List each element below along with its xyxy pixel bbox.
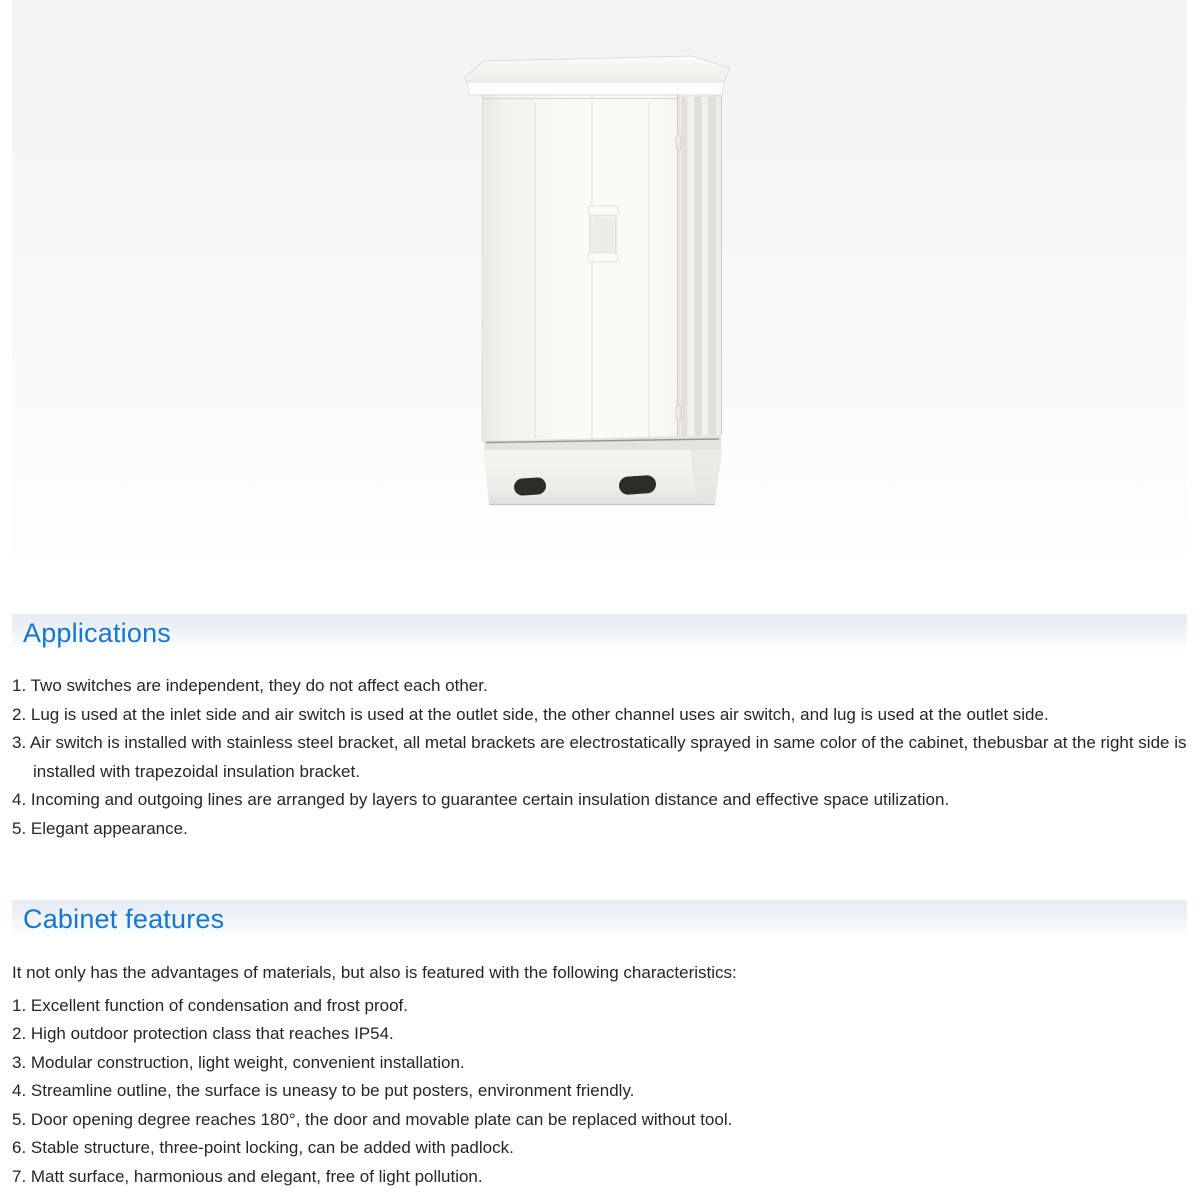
cabinet-features-item-7: 7. Matt surface, harmonious and elegant, free of light pollution. xyxy=(12,1166,483,1186)
applications-item-1: 1. Two switches are independent, they do not affect each other. xyxy=(12,676,488,695)
section-header-cabinet-features xyxy=(12,900,1187,938)
cabinet-features-title: Cabinet features xyxy=(23,904,225,934)
product-image-cabinet xyxy=(452,48,764,516)
applications-item-2: 2. Lug is used at the inlet side and air switch is used at the outlet side, the other channel uses air switch, and lug is used at the outlet side. xyxy=(12,704,1049,724)
cabinet-handle xyxy=(588,206,618,262)
cabinet-features-list xyxy=(12,959,1195,1191)
cabinet-features-item-2: 2. High outdoor protection class that reaches IP54. xyxy=(12,1024,394,1043)
cabinet-base xyxy=(483,435,722,505)
applications-item-3: 3. Air switch is installed with stainless steel bracket, all metal brackets are electrostatically sprayed in same color of the cabinet, thebusbar at the right side is installed with trapezoidal insulation bracket. xyxy=(12,733,1187,781)
applications-item-4: 4. Incoming and outgoing lines are arranged by layers to guarantee certain insulation distance and effective space utilization. xyxy=(12,790,950,809)
cabinet-features-item-3: 3. Modular construction, light weight, convenient installation. xyxy=(12,1052,465,1072)
applications-title: Applications xyxy=(23,618,171,648)
cabinet-features-item-6: 6. Stable structure, three-point locking, can be added with padlock. xyxy=(12,1138,514,1157)
cabinet-features-item-5: 5. Door opening degree reaches 180°, the door and movable plate can be replaced without tool. xyxy=(12,1109,733,1129)
base-slot-right xyxy=(618,475,656,496)
applications-item-5: 5. Elegant appearance. xyxy=(12,818,188,838)
base-slot-left xyxy=(513,477,546,496)
cabinet-features-item-1: 1. Excellent function of condensation and frost proof. xyxy=(12,995,408,1015)
cabinet-roof xyxy=(464,56,730,82)
cabinet-features-item-4: 4. Streamline outline, the surface is uneasy to be put posters, environment friendly. xyxy=(12,1081,635,1100)
section-header-applications xyxy=(12,614,1187,652)
applications-list xyxy=(12,672,1195,843)
cabinet-roof-fascia xyxy=(467,82,724,95)
cabinet-features-intro: It not only has the advantages of materials, but also is featured with the following characteristics: xyxy=(12,963,737,982)
